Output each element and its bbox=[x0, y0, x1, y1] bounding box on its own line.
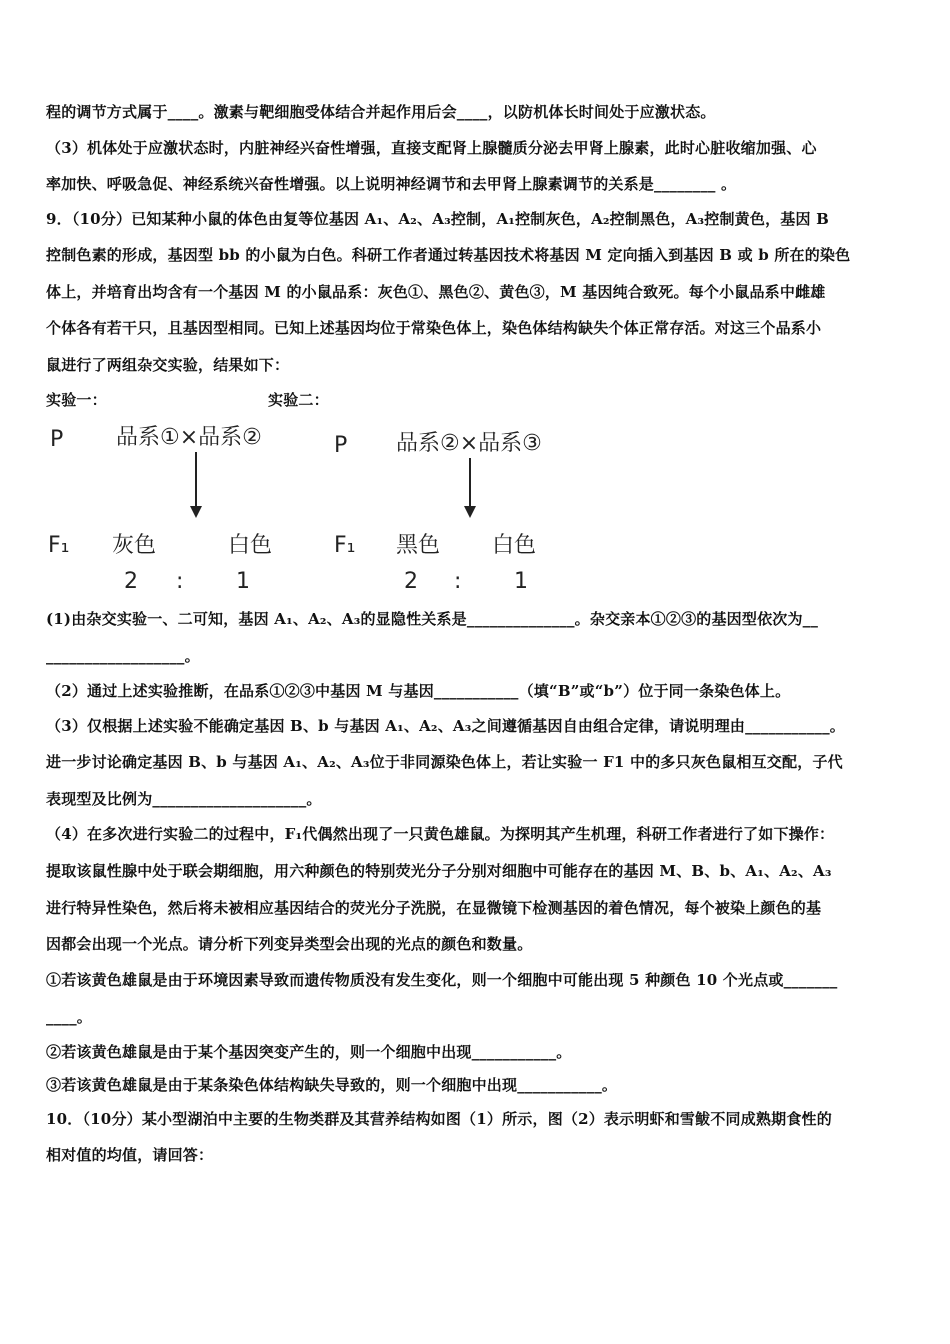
cross-diagram bbox=[40, 418, 600, 596]
subquestion-2: ②若该黄色雄鼠是由于某个基因突变产生的，则一个细胞中出现___________。 bbox=[46, 1043, 572, 1061]
ratio-value: 2 bbox=[404, 569, 418, 594]
offspring-white: 白色 bbox=[492, 533, 537, 558]
ratio-value: 2 bbox=[124, 569, 138, 594]
question-9-stem: 9．（10分）已知某种小鼠的体色由复等位基因 A₁、A₂、A₃控制，A₁控制灰色，A₂控制黑色，A₃控制黄色，基因 B bbox=[46, 210, 829, 228]
experiment-2-diagram bbox=[334, 431, 542, 594]
arrow-head bbox=[190, 506, 202, 518]
arrow-head bbox=[464, 506, 476, 518]
experiment-1-diagram bbox=[48, 425, 272, 594]
subquestion-1: ①若该黄色雄鼠是由于环境因素导致而遗传物质没有发生变化，则一个细胞中可能出现 5 种颜色 10 个光点或_______ bbox=[46, 971, 838, 989]
f1-generation-label: F₁ bbox=[48, 533, 70, 558]
text-line: 体上，并培育出均含有一个基因 M 的小鼠品系：灰色①、黑色②、黄色③，M 基因纯合致死。每个小鼠品系中雌雄 bbox=[46, 283, 826, 301]
question-9-part-4: （4）在多次进行实验二的过程中，F₁代偶然出现了一只黄色雄鼠。为探明其产生机理，科研工作者进行了如下操作： bbox=[46, 825, 835, 843]
subquestion-3: ③若该黄色雄鼠是由于某条染色体结构缺失导致的，则一个细胞中出现___________。 bbox=[46, 1076, 618, 1094]
text-line: （3）机体处于应激状态时，内脏神经兴奋性增强，直接支配肾上腺髓质分泌去甲肾上腺素，此时心脏收缩加强、心 bbox=[46, 139, 817, 157]
offspring-grey: 灰色 bbox=[112, 533, 157, 558]
text-line: 相对值的均值，请回答： bbox=[46, 1146, 214, 1164]
text-line: 进行特异性染色，然后将未被相应基因结合的荧光分子洗脱，在显微镜下检测基因的着色情况，每个被染上颜色的基 bbox=[46, 899, 822, 917]
offspring-black: 黑色 bbox=[396, 533, 441, 558]
ratio-separator: : bbox=[454, 569, 462, 594]
f1-generation-label: F₁ bbox=[334, 533, 356, 558]
ratio-separator: : bbox=[176, 569, 184, 594]
text-line: 进一步讨论确定基因 B、b 与基因 A₁、A₂、A₃位于非同源染色体上，若让实验一 F1 中的多只灰色鼠相互交配，子代 bbox=[46, 753, 843, 771]
text-line: 鼠进行了两组杂交实验，结果如下： bbox=[46, 356, 290, 374]
experiment-1-label: 实验一： bbox=[46, 391, 107, 409]
p-generation-label: P bbox=[50, 427, 64, 452]
text-line: 因都会出现一个光点。请分析下列变异类型会出现的光点的颜色和数量。 bbox=[46, 935, 533, 953]
cross-parents-2: 品系②×品系③ bbox=[396, 431, 542, 456]
text-line: 控制色素的形成，基因型 bb 的小鼠为白色。科研工作者通过转基因技术将基因 M 定向插入到基因 B 或 b 所在的染色 bbox=[46, 246, 851, 264]
text-line: 程的调节方式属于____。激素与靶细胞受体结合并起作用后会____，以防机体长时间处于应激状态。 bbox=[46, 103, 716, 121]
experiment-2-label: 实验二： bbox=[268, 391, 329, 409]
ratio-value: 1 bbox=[236, 569, 250, 594]
ratio-value: 1 bbox=[514, 569, 528, 594]
text-line: 个体各有若干只，且基因型相同。已知上述基因均位于常染色体上，染色体结构缺失个体正常存活。对这三个品系小 bbox=[46, 319, 822, 337]
cross-parents-1: 品系①×品系② bbox=[116, 425, 262, 450]
p-generation-label: P bbox=[334, 433, 348, 458]
question-9-part-1: (1)由杂交实验一、二可知，基因 A₁、A₂、A₃的显隐性关系是______________。杂交亲本①②③的基因型依次为__ bbox=[46, 610, 819, 628]
text-line: 表现型及比例为____________________。 bbox=[46, 790, 322, 808]
text-line: 率加快、呼吸急促、神经系统兴奋性增强。以上说明神经调节和去甲肾上腺素调节的关系是________ 。 bbox=[46, 175, 737, 193]
text-line: ____。 bbox=[46, 1008, 93, 1026]
question-9-part-2: （2）通过上述实验推断，在品系①②③中基因 M 与基因___________（填“B”或“b”）位于同一条染色体上。 bbox=[46, 682, 791, 700]
question-9-part-3: （3）仅根据上述实验不能确定基因 B、b 与基因 A₁、A₂、A₃之间遵循基因自由组合定律，请说明理由___________。 bbox=[46, 717, 845, 735]
offspring-white: 白色 bbox=[228, 533, 273, 558]
question-10-stem: 10．（10分）某小型湖泊中主要的生物类群及其营养结构如图（1）所示，图（2）表示明虾和雪鲅不同成熟期食性的 bbox=[46, 1110, 832, 1128]
text-line: 提取该鼠性腺中处于联会期细胞，用六种颜色的特别荧光分子分别对细胞中可能存在的基因 M、B、b、A₁、A₂、A₃ bbox=[46, 862, 832, 880]
text-line: __________________。 bbox=[46, 647, 200, 665]
